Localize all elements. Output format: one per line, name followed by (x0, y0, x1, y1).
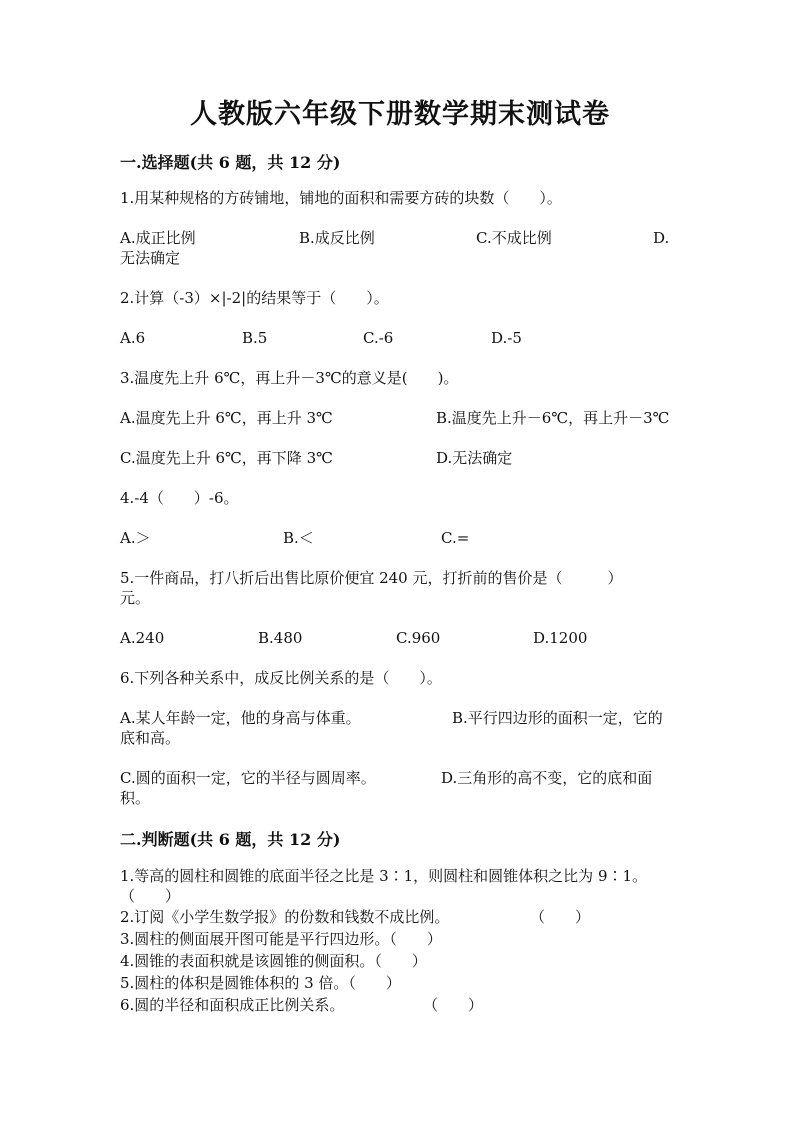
question-5-stem-cont: 元。 (120, 589, 151, 607)
q6-option-d: D.三角形的高不变，它的底和面 (441, 769, 653, 787)
q4-option-c: C.= (441, 529, 470, 547)
q3-option-d: D.无法确定 (436, 449, 513, 467)
question-4-stem: 4.-4（ ）-6。 (120, 489, 239, 507)
q1-option-d-text: 无法确定 (120, 249, 181, 267)
q2-option-c: C.-6 (363, 329, 394, 347)
q5-option-b: B.480 (258, 629, 303, 647)
judgement-4: 4.圆锥的表面积就是该圆锥的侧面积。（ ） (120, 952, 427, 970)
q5-option-c: C.960 (396, 629, 441, 647)
question-5-stem: 5.一件商品，打八折后出售比原价便宜 240 元，打折前的售价是（ ） (120, 569, 623, 587)
q3-option-b: B.温度先上升－6℃，再上升－3℃ (436, 409, 670, 427)
q6-option-b-cont: 底和高。 (120, 729, 181, 747)
question-3-stem: 3.温度先上升 6℃，再上升－3℃的意义是( )。 (120, 369, 459, 387)
judgement-1: 1.等高的圆柱和圆锥的底面半径之比是 3∶1，则圆柱和圆锥体积之比为 9∶1。 (120, 867, 648, 885)
question-2-stem: 2.计算（-3）×|-2|的结果等于（ ）。 (120, 289, 389, 307)
q4-option-a: A.＞ (120, 529, 151, 547)
q1-option-c: C.不成比例 (476, 229, 552, 247)
q3-option-c: C.温度先上升 6℃，再下降 3℃ (120, 449, 333, 467)
page-title: 人教版六年级下册数学期末测试卷 (190, 99, 610, 130)
q6-option-b: B.平行四边形的面积一定，它的 (452, 709, 663, 727)
judgement-1-paren: （ ） (120, 887, 181, 905)
judgement-2: 2.订阅《小学生数学报》的份数和钱数不成比例。 (120, 908, 450, 926)
q6-option-d-cont: 积。 (120, 789, 151, 807)
q3-option-a: A.温度先上升 6℃，再上升 3℃ (120, 409, 333, 427)
q2-option-a: A.6 (120, 329, 146, 347)
q6-option-c: C.圆的面积一定，它的半径与圆周率。 (120, 769, 376, 787)
judgement-5: 5.圆柱的体积是圆锥体积的 3 倍。（ ） (120, 974, 401, 992)
q2-option-d: D.-5 (491, 329, 522, 347)
judgement-3: 3.圆柱的侧面展开图可能是平行四边形。（ ） (120, 930, 442, 948)
judgement-6-paren: （ ） (423, 996, 484, 1014)
q1-option-d: D. (653, 229, 670, 247)
q5-option-d: D.1200 (533, 629, 588, 647)
question-6-stem: 6.下列各种关系中，成反比例关系的是（ ）。 (120, 669, 442, 687)
q5-option-a: A.240 (120, 629, 165, 647)
question-1-stem: 1.用某种规格的方砖铺地，铺地的面积和需要方砖的块数（ ）。 (120, 189, 562, 207)
section-heading-judgement: 二.判断题(共 6 题，共 12 分) (120, 830, 341, 849)
section-heading-choice: 一.选择题(共 6 题，共 12 分) (120, 153, 341, 172)
q1-option-a: A.成正比例 (120, 229, 196, 247)
q2-option-b: B.5 (242, 329, 268, 347)
q1-option-b: B.成反比例 (299, 229, 375, 247)
judgement-2-paren: （ ） (530, 908, 591, 926)
q6-option-a: A.某人年龄一定，他的身高与体重。 (120, 709, 361, 727)
q4-option-b: B.＜ (283, 529, 314, 547)
judgement-6: 6.圆的半径和面积成正比例关系。 (120, 996, 345, 1014)
